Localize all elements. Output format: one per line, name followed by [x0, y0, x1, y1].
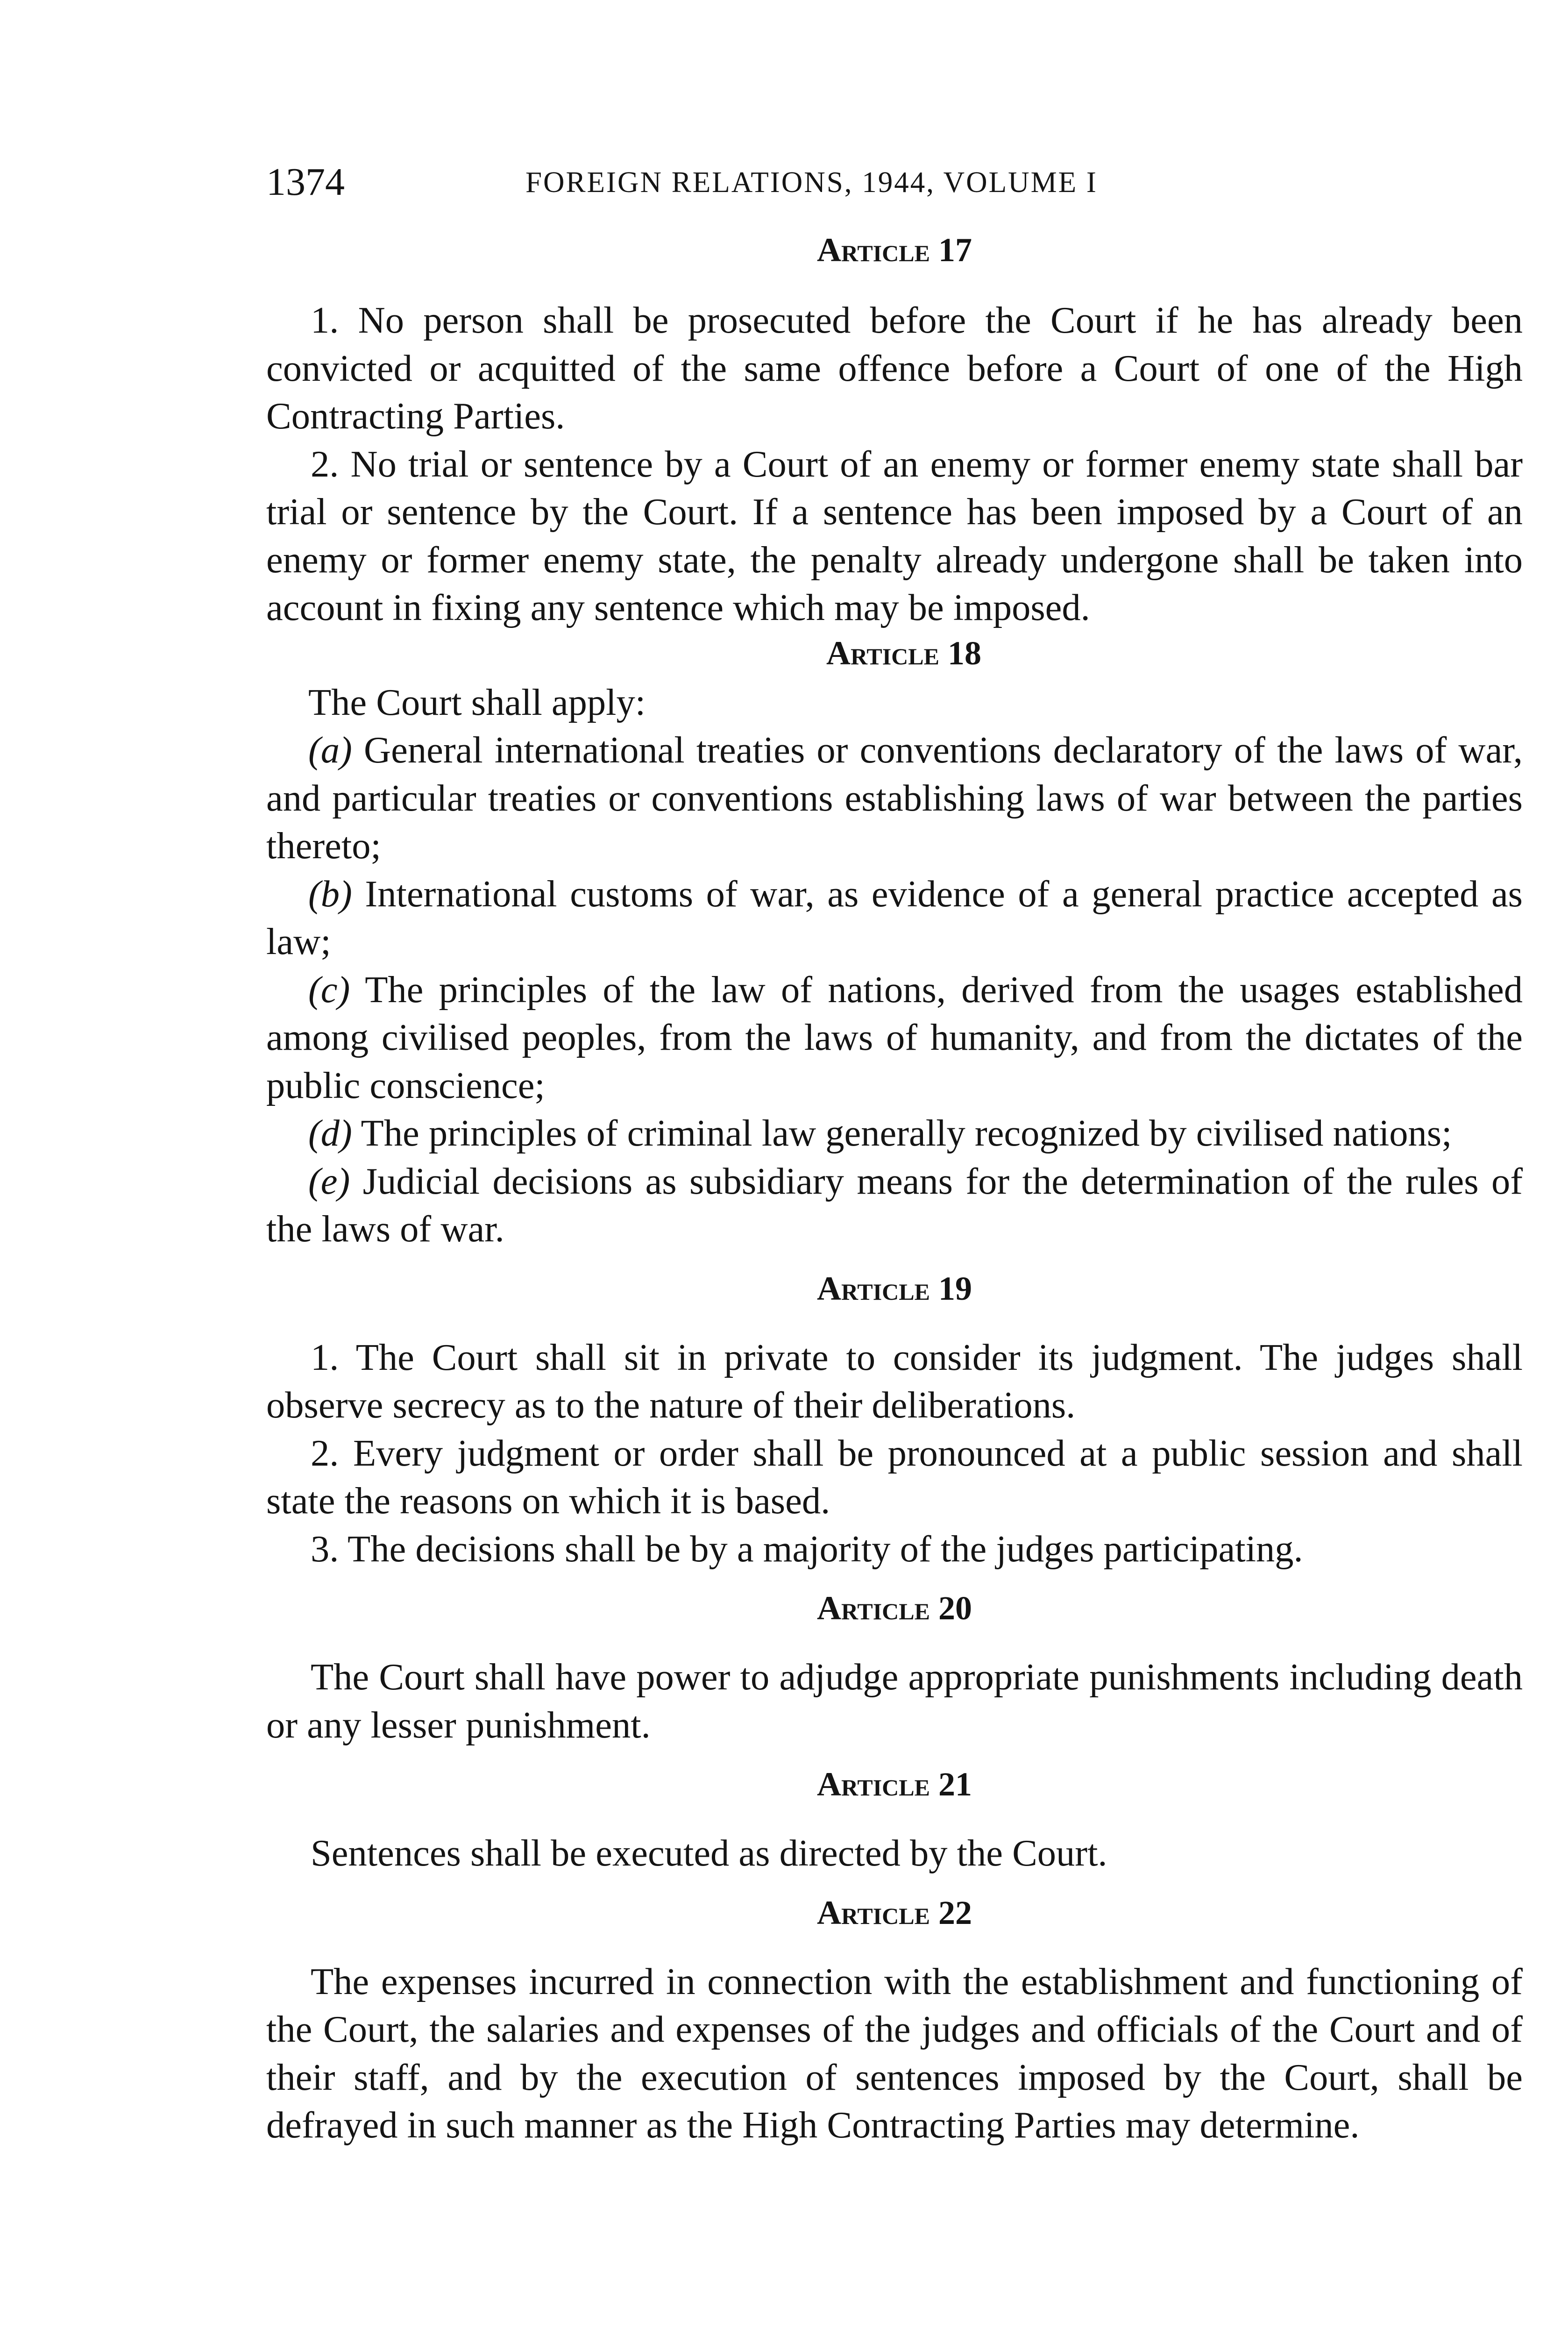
clause-c [266, 966, 1523, 1110]
clause-label: (c) [308, 969, 350, 1011]
clause-label: (b) [308, 873, 352, 915]
article-heading: Article 19 [817, 1269, 972, 1307]
article-17 [266, 229, 1523, 632]
clause-e [266, 1158, 1523, 1253]
clause-text: The principles of the law of nations, derived from the usages established among civilised peoples, from the laws of humanity, and from the dictates of the public conscience; [266, 969, 1523, 1106]
article-heading: Article 20 [817, 1589, 972, 1627]
article-20 [266, 1587, 1523, 1749]
clause-label: (d) [308, 1112, 352, 1154]
clause-d [266, 1110, 1523, 1158]
article-heading: Article 18 [826, 634, 981, 672]
clause-text: Judicial decisions as subsidiary means for the determination of the rules of the laws of war. [266, 1160, 1523, 1250]
article-21 [266, 1763, 1523, 1878]
article-18 [266, 632, 1523, 1253]
clause-label: (e) [308, 1160, 350, 1202]
article-paragraph: 3. The decisions shall be by a majority of the judges participating. [311, 1528, 1303, 1570]
clause-a [266, 726, 1523, 870]
article-paragraph: The expenses incurred in connection with the establishment and functioning of the Court, the salaries and expenses of the judges and officials of the Court and of their staff, and by the execution of sentences imposed by the Court, shall be defrayed in such manner as the High Contracting Parties may determine. [266, 1960, 1523, 2146]
article-paragraph: The Court shall have power to adjudge appropriate punishments including death or any lesser punishment. [266, 1656, 1523, 1746]
article-paragraph: Sentences shall be executed as directed by the Court. [311, 1832, 1107, 1874]
running-head [266, 154, 1523, 210]
article-paragraph: 1. No person shall be prosecuted before the Court if he has already been convicted or acquitted of the same offence before a Court of one of the High Contracting Parties. [266, 299, 1523, 437]
page-number: 1374 [266, 160, 345, 204]
article-heading: Article 22 [817, 1894, 972, 1931]
article-19 [266, 1268, 1523, 1574]
article-heading: Article 21 [817, 1766, 972, 1803]
clause-label: (a) [308, 729, 352, 771]
article-22 [266, 1892, 1523, 2150]
document-page [266, 154, 1523, 2150]
clause-b [266, 870, 1523, 966]
article-paragraph: 2. Every judgment or order shall be pronounced at a public session and shall state the reasons on which it is based. [266, 1432, 1523, 1522]
clause-text: The principles of criminal law generally recognized by civilised nations; [361, 1112, 1452, 1154]
article-heading: Article 17 [817, 231, 972, 269]
article-paragraph: 1. The Court shall sit in private to consider its judgment. The judges shall observe secrecy as to the nature of their deliberations. [266, 1336, 1523, 1426]
running-title: FOREIGN RELATIONS, 1944, VOLUME I [525, 166, 1098, 199]
clause-text: International customs of war, as evidence of a general practice accepted as law; [266, 873, 1523, 962]
article-intro: The Court shall apply: [308, 681, 646, 723]
article-paragraph: 2. No trial or sentence by a Court of an enemy or former enemy state shall bar trial or sentence by the Court. If a sentence has been imposed by a Court of an enemy or former enemy state, the penalty already undergone shall be taken into account in fixing any sentence which may be imposed. [266, 443, 1523, 628]
clause-text: General international treaties or conventions declaratory of the laws of war, and particular treaties or conventions establishing laws of war between the parties thereto; [266, 729, 1523, 867]
